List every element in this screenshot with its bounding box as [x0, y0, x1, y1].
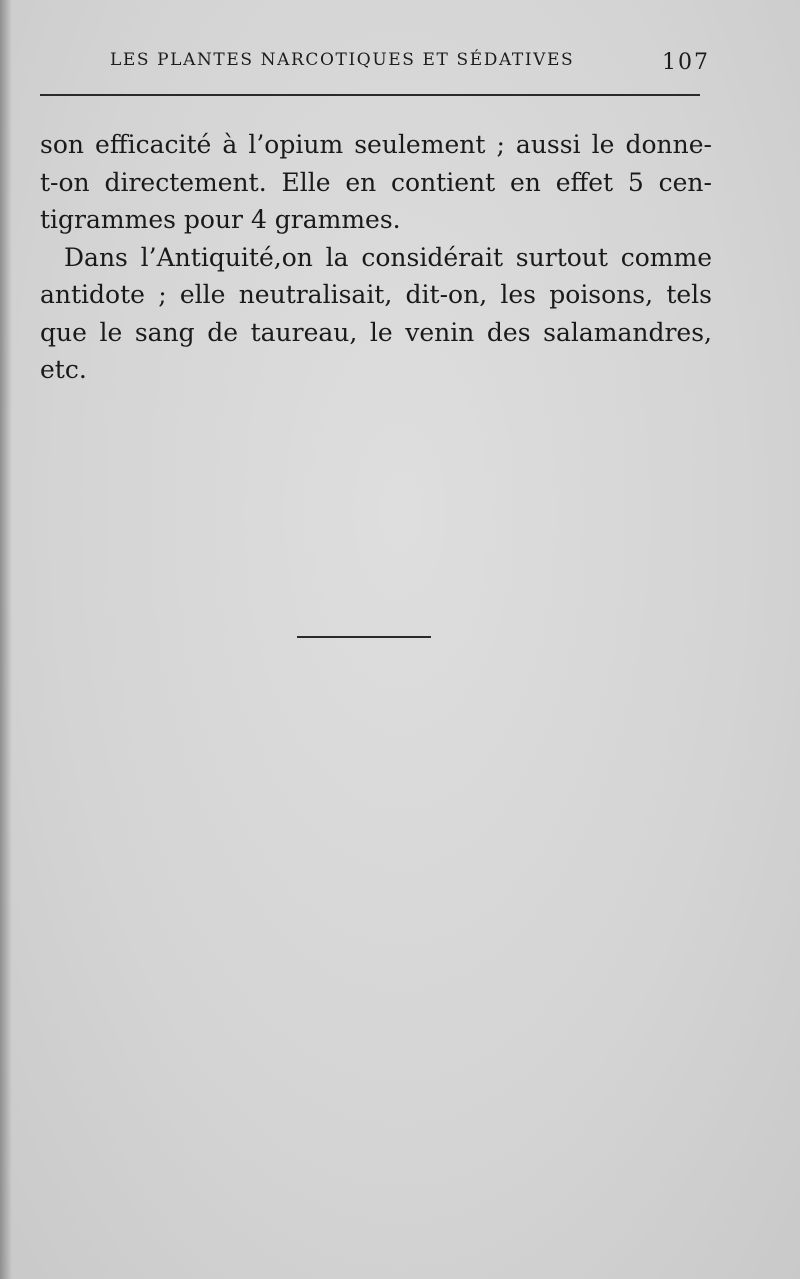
body-text: [40, 126, 712, 389]
text-line: son efficacité à l’opium seulement ; aussi le donne-: [40, 130, 712, 159]
running-head: [40, 50, 712, 84]
header-rule: [40, 94, 700, 96]
text-line: t-on directement. Elle en contient en effet 5 cen-: [40, 167, 712, 197]
text-line: que le sang de taureau, le venin des salamandres,: [40, 317, 712, 347]
running-title: LES PLANTES NARCOTIQUES ET SÉDATIVES: [110, 50, 575, 70]
text-line: Dans l’Antiquité,on la considérait surtout comme: [64, 242, 712, 272]
page-edge-shadow: [0, 0, 12, 1279]
section-end-rule: [297, 636, 431, 638]
page-number: 107: [662, 50, 710, 75]
text-line: antidote ; elle neutralisait, dit-on, les poisons, tels: [40, 280, 712, 309]
paragraph-2: [40, 239, 712, 389]
paragraph-1: [40, 126, 712, 239]
text-line: tigrammes pour 4 grammes.: [40, 205, 401, 234]
text-line: etc.: [40, 355, 87, 384]
